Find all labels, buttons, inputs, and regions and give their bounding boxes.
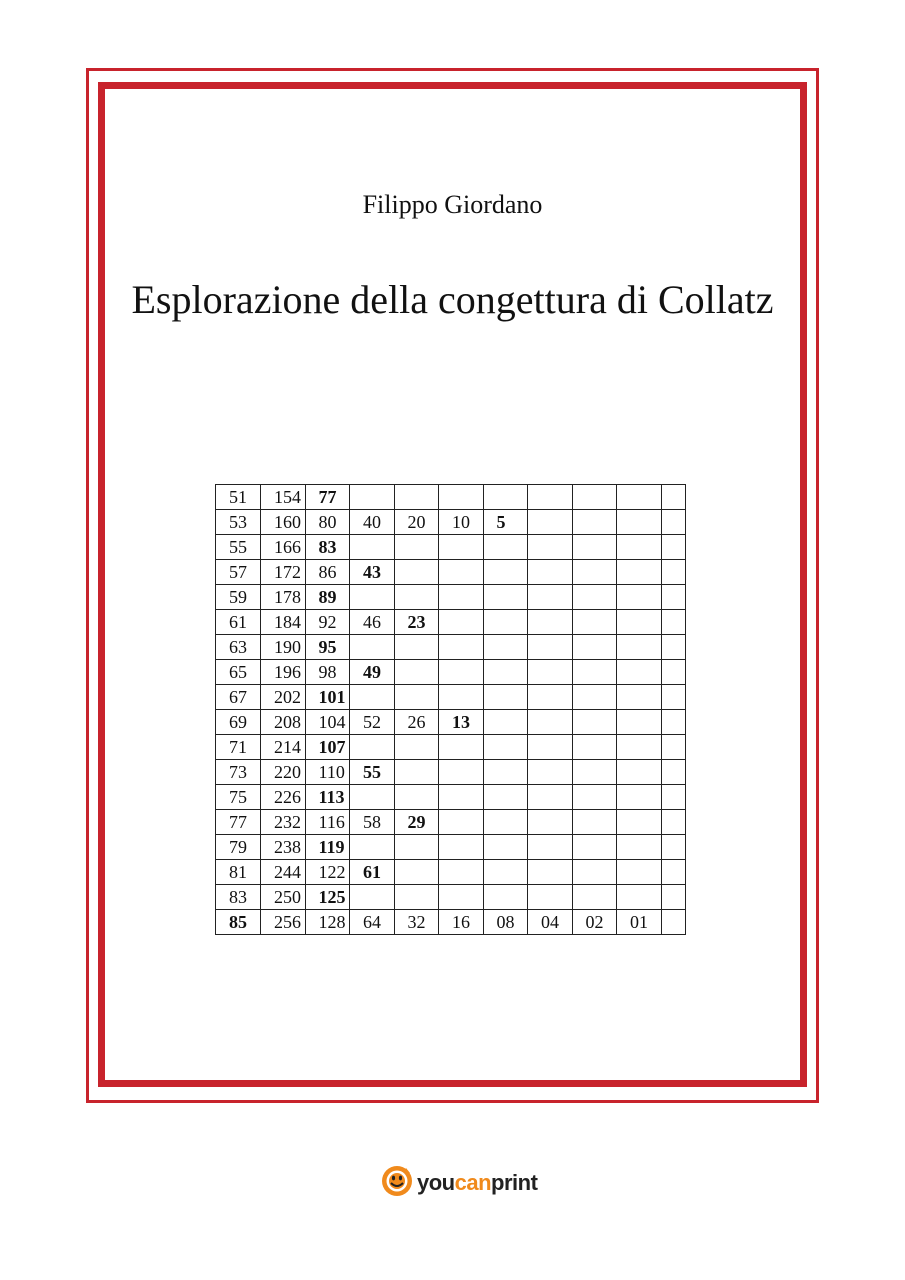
table-cell bbox=[350, 485, 395, 510]
table-cell bbox=[528, 810, 573, 835]
table-cell bbox=[350, 835, 395, 860]
table-cell: 119 bbox=[305, 835, 350, 860]
table-cell bbox=[528, 785, 573, 810]
table-cell: 20 bbox=[394, 510, 439, 535]
table-cell bbox=[617, 685, 662, 710]
author-name: Filippo Giordano bbox=[362, 190, 543, 219]
table-cell: 08 bbox=[483, 910, 528, 935]
table-cell bbox=[617, 785, 662, 810]
table-cell bbox=[572, 810, 617, 835]
table-row bbox=[216, 635, 686, 660]
table-cell bbox=[483, 610, 528, 635]
table-cell bbox=[483, 560, 528, 585]
table-cell: 64 bbox=[350, 910, 395, 935]
table-row bbox=[216, 660, 686, 685]
table-cell: 43 bbox=[350, 560, 395, 585]
table-cell bbox=[617, 635, 662, 660]
table-row bbox=[216, 560, 686, 585]
table-cell: 80 bbox=[305, 510, 350, 535]
table-cell: 190 bbox=[261, 635, 306, 660]
table-cell bbox=[661, 560, 685, 585]
table-cell bbox=[661, 760, 685, 785]
table-cell bbox=[483, 535, 528, 560]
table-cell bbox=[617, 660, 662, 685]
table-cell bbox=[483, 735, 528, 760]
table-cell bbox=[617, 760, 662, 785]
table-cell bbox=[617, 560, 662, 585]
table-cell bbox=[617, 585, 662, 610]
table-cell: 128 bbox=[305, 910, 350, 935]
table-cell bbox=[483, 810, 528, 835]
table-cell bbox=[439, 860, 484, 885]
table-cell bbox=[572, 535, 617, 560]
table-cell: 232 bbox=[261, 810, 306, 835]
table-cell: 49 bbox=[350, 660, 395, 685]
table-cell: 69 bbox=[216, 710, 261, 735]
table-cell: 98 bbox=[305, 660, 350, 685]
table-cell bbox=[439, 885, 484, 910]
table-cell: 226 bbox=[261, 785, 306, 810]
publisher-logo bbox=[380, 1165, 537, 1201]
table-cell bbox=[572, 735, 617, 760]
table-cell bbox=[528, 585, 573, 610]
table-cell bbox=[572, 660, 617, 685]
table-row bbox=[216, 585, 686, 610]
table-cell bbox=[528, 660, 573, 685]
table-cell: 73 bbox=[216, 760, 261, 785]
table-cell bbox=[572, 835, 617, 860]
table-cell: 02 bbox=[572, 910, 617, 935]
table-cell: 113 bbox=[305, 785, 350, 810]
table-cell: 256 bbox=[261, 910, 306, 935]
table-cell bbox=[483, 660, 528, 685]
table-cell bbox=[394, 585, 439, 610]
table-cell bbox=[439, 560, 484, 585]
publisher-wordmark bbox=[417, 1170, 537, 1196]
table-cell bbox=[394, 760, 439, 785]
table-cell bbox=[394, 660, 439, 685]
table-cell bbox=[661, 610, 685, 635]
table-cell bbox=[439, 835, 484, 860]
table-cell bbox=[483, 635, 528, 660]
table-cell: 52 bbox=[350, 710, 395, 735]
table-cell bbox=[572, 610, 617, 635]
table-cell bbox=[572, 760, 617, 785]
table-cell bbox=[483, 785, 528, 810]
table-row bbox=[216, 710, 686, 735]
table-cell bbox=[394, 835, 439, 860]
table-cell bbox=[661, 860, 685, 885]
table-cell: 238 bbox=[261, 835, 306, 860]
table-cell bbox=[572, 560, 617, 585]
table-cell bbox=[528, 510, 573, 535]
table-cell: 59 bbox=[216, 585, 261, 610]
table-cell: 214 bbox=[261, 735, 306, 760]
table-cell bbox=[350, 735, 395, 760]
table-cell: 220 bbox=[261, 760, 306, 785]
table-cell bbox=[483, 585, 528, 610]
table-row bbox=[216, 810, 686, 835]
table-cell bbox=[661, 685, 685, 710]
table-cell: 208 bbox=[261, 710, 306, 735]
table-cell: 51 bbox=[216, 485, 261, 510]
table-cell bbox=[617, 510, 662, 535]
table-cell bbox=[483, 835, 528, 860]
table-cell: 23 bbox=[394, 610, 439, 635]
collatz-table bbox=[215, 484, 686, 935]
table-cell: 154 bbox=[261, 485, 306, 510]
table-cell: 53 bbox=[216, 510, 261, 535]
table-cell bbox=[394, 735, 439, 760]
table-cell: 46 bbox=[350, 610, 395, 635]
table-cell bbox=[394, 885, 439, 910]
table-cell: 58 bbox=[350, 810, 395, 835]
table-cell: 77 bbox=[305, 485, 350, 510]
table-cell bbox=[394, 785, 439, 810]
table-cell bbox=[572, 635, 617, 660]
wordmark-print: print bbox=[491, 1170, 538, 1195]
table-cell bbox=[661, 735, 685, 760]
table-cell: 83 bbox=[305, 535, 350, 560]
table-cell: 01 bbox=[617, 910, 662, 935]
table-cell: 116 bbox=[305, 810, 350, 835]
table-cell bbox=[350, 785, 395, 810]
table-cell bbox=[439, 760, 484, 785]
table-cell: 75 bbox=[216, 785, 261, 810]
table-cell bbox=[394, 860, 439, 885]
table-cell: 110 bbox=[305, 760, 350, 785]
table-cell bbox=[572, 710, 617, 735]
table-cell bbox=[528, 610, 573, 635]
table-cell: 95 bbox=[305, 635, 350, 660]
table-cell bbox=[439, 735, 484, 760]
table-cell: 67 bbox=[216, 685, 261, 710]
table-cell: 85 bbox=[216, 910, 261, 935]
table-cell: 71 bbox=[216, 735, 261, 760]
table-cell bbox=[661, 810, 685, 835]
table-cell bbox=[528, 485, 573, 510]
table-row bbox=[216, 835, 686, 860]
table-row bbox=[216, 860, 686, 885]
table-cell: 57 bbox=[216, 560, 261, 585]
table-cell: 77 bbox=[216, 810, 261, 835]
table-cell bbox=[572, 860, 617, 885]
table-cell: 79 bbox=[216, 835, 261, 860]
table-cell bbox=[528, 860, 573, 885]
table-row bbox=[216, 735, 686, 760]
table-cell bbox=[617, 485, 662, 510]
table-cell bbox=[483, 685, 528, 710]
table-cell bbox=[528, 710, 573, 735]
table-cell: 172 bbox=[261, 560, 306, 585]
table-cell bbox=[483, 860, 528, 885]
table-cell bbox=[528, 535, 573, 560]
table-cell bbox=[661, 835, 685, 860]
table-cell bbox=[350, 635, 395, 660]
table-row bbox=[216, 785, 686, 810]
table-cell bbox=[350, 685, 395, 710]
book-title: Esplorazione della congettura di Collatz bbox=[131, 277, 774, 322]
table-cell bbox=[394, 535, 439, 560]
table-cell bbox=[617, 835, 662, 860]
table-cell: 250 bbox=[261, 885, 306, 910]
table-cell bbox=[572, 485, 617, 510]
table-cell bbox=[483, 485, 528, 510]
table-cell bbox=[439, 535, 484, 560]
table-cell bbox=[661, 635, 685, 660]
table-cell: 86 bbox=[305, 560, 350, 585]
table-cell: 55 bbox=[350, 760, 395, 785]
table-cell: 160 bbox=[261, 510, 306, 535]
table-cell: 10 bbox=[439, 510, 484, 535]
table-cell: 61 bbox=[350, 860, 395, 885]
table-cell: 04 bbox=[528, 910, 573, 935]
table-cell bbox=[350, 885, 395, 910]
table-row bbox=[216, 535, 686, 560]
table-cell: 16 bbox=[439, 910, 484, 935]
table-cell bbox=[528, 635, 573, 660]
table-cell bbox=[439, 485, 484, 510]
table-cell bbox=[439, 610, 484, 635]
table-cell bbox=[661, 510, 685, 535]
table-row bbox=[216, 485, 686, 510]
table-row bbox=[216, 610, 686, 635]
table-cell bbox=[661, 585, 685, 610]
table-cell bbox=[528, 760, 573, 785]
table-row bbox=[216, 685, 686, 710]
table-cell bbox=[439, 810, 484, 835]
table-cell bbox=[439, 785, 484, 810]
table-cell: 122 bbox=[305, 860, 350, 885]
table-cell bbox=[572, 510, 617, 535]
table-cell bbox=[439, 685, 484, 710]
table-cell bbox=[661, 785, 685, 810]
table-cell bbox=[572, 585, 617, 610]
table-cell: 202 bbox=[261, 685, 306, 710]
smiley-face-icon bbox=[380, 1164, 414, 1203]
table-cell bbox=[394, 560, 439, 585]
table-cell: 61 bbox=[216, 610, 261, 635]
table-cell: 26 bbox=[394, 710, 439, 735]
table-cell bbox=[617, 810, 662, 835]
table-cell: 63 bbox=[216, 635, 261, 660]
table-cell bbox=[617, 735, 662, 760]
table-cell bbox=[617, 885, 662, 910]
table-cell: 55 bbox=[216, 535, 261, 560]
table-cell bbox=[350, 585, 395, 610]
table-cell bbox=[661, 485, 685, 510]
table-row bbox=[216, 910, 686, 935]
table-cell: 178 bbox=[261, 585, 306, 610]
table-cell bbox=[528, 885, 573, 910]
table-cell bbox=[439, 585, 484, 610]
table-row bbox=[216, 885, 686, 910]
table-cell bbox=[394, 685, 439, 710]
table-cell bbox=[617, 710, 662, 735]
table-cell: 184 bbox=[261, 610, 306, 635]
table-cell bbox=[617, 860, 662, 885]
table-cell bbox=[528, 685, 573, 710]
table-cell: 101 bbox=[305, 685, 350, 710]
table-row bbox=[216, 760, 686, 785]
table-cell bbox=[528, 560, 573, 585]
table-cell: 107 bbox=[305, 735, 350, 760]
table-cell bbox=[483, 710, 528, 735]
table-cell: 29 bbox=[394, 810, 439, 835]
table-cell bbox=[528, 835, 573, 860]
table-cell bbox=[439, 660, 484, 685]
table-cell: 83 bbox=[216, 885, 261, 910]
table-cell: 244 bbox=[261, 860, 306, 885]
table-cell: 125 bbox=[305, 885, 350, 910]
table-cell: 166 bbox=[261, 535, 306, 560]
table-cell bbox=[572, 785, 617, 810]
table-cell bbox=[439, 635, 484, 660]
table-cell bbox=[483, 760, 528, 785]
table-cell bbox=[661, 910, 685, 935]
table-cell bbox=[572, 685, 617, 710]
table-cell: 40 bbox=[350, 510, 395, 535]
table-cell bbox=[661, 660, 685, 685]
table-row bbox=[216, 510, 686, 535]
table-cell: 81 bbox=[216, 860, 261, 885]
table-cell: 65 bbox=[216, 660, 261, 685]
table-cell: 5 bbox=[483, 510, 528, 535]
table-cell: 13 bbox=[439, 710, 484, 735]
wordmark-you: you bbox=[417, 1170, 455, 1195]
table-cell bbox=[661, 710, 685, 735]
table-cell bbox=[350, 535, 395, 560]
table-cell bbox=[617, 610, 662, 635]
table-cell bbox=[394, 485, 439, 510]
table-cell bbox=[394, 635, 439, 660]
table-cell bbox=[617, 535, 662, 560]
table-cell: 89 bbox=[305, 585, 350, 610]
table-cell bbox=[528, 735, 573, 760]
table-cell bbox=[661, 885, 685, 910]
wordmark-can: can bbox=[454, 1170, 492, 1195]
table-cell: 104 bbox=[305, 710, 350, 735]
table-cell bbox=[572, 885, 617, 910]
table-cell bbox=[661, 535, 685, 560]
table-cell: 32 bbox=[394, 910, 439, 935]
table-cell: 196 bbox=[261, 660, 306, 685]
table-cell: 92 bbox=[305, 610, 350, 635]
table-cell bbox=[483, 885, 528, 910]
